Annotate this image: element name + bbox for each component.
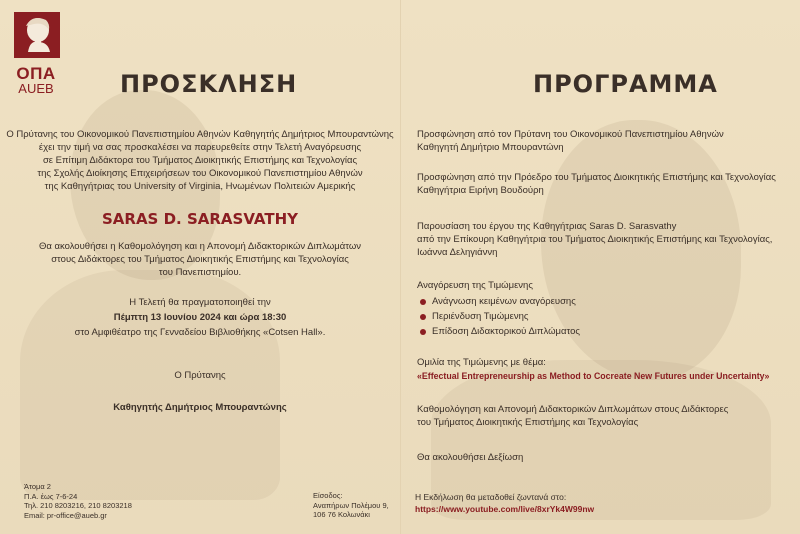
ceremony-date: Πέμπτη 13 Ιουνίου 2024 και ώρα 18:30 <box>113 312 287 323</box>
logo-ope-text: ΟΠΑ <box>16 64 56 83</box>
signoff-name: Καθηγητής Δημήτριος Μπουραντώνης <box>113 402 287 413</box>
program-line: του Τμήματος Διοικητικής Επιστήμης και Τεχνολογίας <box>417 417 639 428</box>
address-line: Τηλ. 210 8203216, 210 8203218 <box>24 501 132 510</box>
address-line: Π.Α. έως 7-6-24 <box>24 491 78 501</box>
ceremony-place: στο Αμφιθέατρο της Γενναδείου Βιβλιοθήκης «Cotsen Hall». <box>74 327 326 338</box>
program-heading: ΠΡΟΓΡΑΜΜΑ <box>533 70 718 98</box>
program-line: Προσφώνηση από τον Πρύτανη του Οικονομικού Πανεπιστημίου Αθηνών <box>417 129 724 140</box>
program-item-rector <box>417 128 724 154</box>
invitation-follow <box>0 240 400 279</box>
youtube-link[interactable]: https://www.youtube.com/live/8xrYk4W99nw <box>415 504 595 514</box>
follow-line: Θα ακολουθήσει η Καθομολόγηση και η Απονομή Διδακτορικών Διπλωμάτων <box>38 241 362 252</box>
entrance-line: Αναπήρων Πολέμου 9, <box>313 500 389 510</box>
ceremony-step: Περιένδυση Τιμώμενης <box>420 309 580 324</box>
aueb-logo <box>14 12 64 95</box>
invitation-heading: ΠΡΟΣΚΛΗΣΗ <box>120 70 298 98</box>
intro-line: Ο Πρύτανης του Οικονομικού Πανεπιστημίου Αθηνών Καθηγητής Δημήτριος Μπουραντώνης <box>6 129 394 140</box>
email-link[interactable]: Email: pr-office@aueb.gr <box>24 510 107 520</box>
intro-line: σε Επίτιμη Διδάκτορα του Τμήματος Διοικητικής Επιστήμης και Τεχνολογίας <box>42 155 358 166</box>
ceremony-step: Ανάγνωση κειμένων αναγόρευσης <box>420 294 580 309</box>
live-stream <box>415 491 594 515</box>
invitation-intro <box>0 128 400 193</box>
rsvp-address <box>24 482 132 520</box>
ceremony-heading: Αναγόρευση της Τιμώμενης <box>417 280 533 291</box>
ceremony-intro: Η Τελετή θα πραγματοποιηθεί την <box>129 297 271 308</box>
entrance-address <box>313 491 389 520</box>
entrance-line: Είσοδος: <box>313 491 343 500</box>
program-item-chair <box>417 171 776 197</box>
program-item-oath <box>417 403 728 429</box>
program-line: Καθηγήτρια Ειρήνη Βουδούρη <box>417 185 544 196</box>
athena-bust-icon <box>14 12 60 58</box>
intro-line: της Καθηγήτριας του University of Virginia, Ηνωμένων Πολιτειών Αμερικής <box>44 181 356 192</box>
intro-line: έχει την τιμή να σας προσκαλέσει να παρευρεθείτε στην Τελετή Αναγόρευσης <box>38 142 362 153</box>
ceremony-details <box>0 295 400 340</box>
follow-line: του Πανεπιστημίου. <box>158 267 242 278</box>
speech-title: «Effectual Entrepreneurship as Method to Cocreate New Futures under Uncertainty» <box>417 371 770 381</box>
intro-line: της Σχολής Διοίκησης Επιχειρήσεων του Οικονομικού Πανεπιστημίου Αθηνών <box>37 168 363 179</box>
ceremony-steps-list <box>420 294 580 339</box>
entrance-line: 106 76 Κολωνάκι <box>313 510 370 519</box>
program-line: Καθηγητή Δημήτριο Μπουραντώνη <box>417 142 564 153</box>
ceremony-step: Επίδοση Διδακτορικού Διπλώματος <box>420 324 580 339</box>
signoff-role: Ο Πρύτανης <box>174 370 226 381</box>
program-line: Παρουσίαση του έργου της Καθηγήτριας Saras D. Sarasvathy <box>417 221 677 232</box>
follow-line: στους Διδάκτορες του Τμήματος Διοικητικής Επιστήμης και Τεχνολογίας <box>51 254 349 265</box>
program-line: Ιωάννα Δεληγιάννη <box>417 247 498 258</box>
speech-intro: Ομιλία της Τιμώμενης με θέμα: <box>417 357 546 368</box>
logo-aueb-text: AUEB <box>18 81 54 96</box>
stream-intro: Η Εκδήλωση θα μεταδοθεί ζωντανά στο: <box>415 492 567 502</box>
program-line: από την Επίκουρη Καθηγήτρια του Τμήματος Διοικητικής Επιστήμης και Τεχνολογίας, <box>417 234 773 245</box>
program-item-presentation <box>417 220 772 259</box>
honoree-name: SARAS D. SARASVATHY <box>101 210 299 228</box>
reception-note: Θα ακολουθήσει Δεξίωση <box>417 452 524 463</box>
program-line: Προσφώνηση από την Πρόεδρο του Τμήματος Διοικητικής Επιστήμης και Τεχνολογίας <box>417 172 776 183</box>
address-line: Άτομα 2 <box>24 482 51 491</box>
program-line: Καθομολόγηση και Απονομή Διδακτορικών Διπλωμάτων στους Διδάκτορες <box>417 404 729 415</box>
